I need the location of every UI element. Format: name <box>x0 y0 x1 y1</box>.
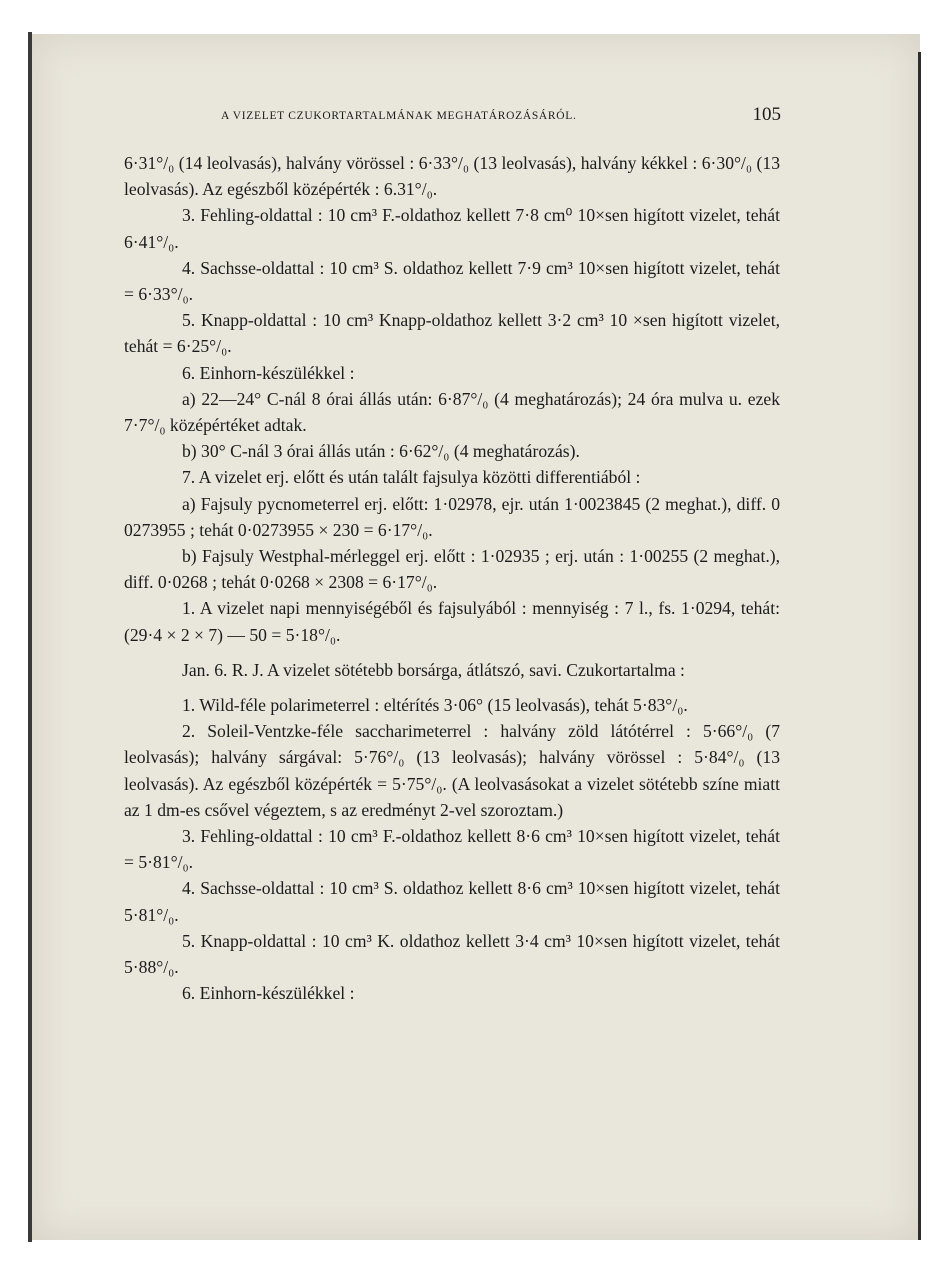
paragraph-einhorn-b: b) 30° C-nál 3 órai állás után : 6·62°/₀ (4 meghatározás). <box>182 441 580 462</box>
paragraph-knapp-2: 5. Knapp-oldattal : 10 cm³ K. oldathoz kellett 3·4 cm³ 10×sen higított vizelet, tehát 5·88°/₀. <box>124 930 780 978</box>
paragraph-soleil-ventzke: 2. Soleil-Ventzke-féle saccharimeterrel : halvány zöld látótérrel : 5·66°/₀ (7 leolvasás); halvány sárgával: 5·76°/₀ (13 leolvasás); halvány vörössel : 5·84°/₀ (13 leolvasás). Az egészből középérték = 5·75°/₀. (A leolvasásokat a vizelet sötétebb színe miatt az 1 dm-es csővel végeztem, s az eredményt 2-vel szoroztam.) <box>124 721 780 820</box>
paragraph-fajsuly: 7. A vizelet erj. előtt és után talált fajsulya közötti differentiából : <box>182 467 641 488</box>
paragraph-fehling-2: 3. Fehling-oldattal : 10 cm³ F.-oldathoz kellett 8·6 cm³ 10×sen higított vizelet, tehát = 5·81°/₀. <box>124 826 780 873</box>
paragraph-wild-polarimeter: 1. Wild-féle polarimeterrel : eltérítés 3·06° (15 leolvasás), tehát 5·83°/₀. <box>182 695 688 716</box>
scan-border-right <box>918 52 921 1240</box>
paragraph-westphal: b) Fajsuly Westphal-mérleggel erj. előtt : 1·02935 ; erj. után : 1·00255 (2 meghat.), diff. 0·0268 ; tehát 0·0268 × 2308 = 6·17°/₀. <box>124 546 780 593</box>
paragraph-einhorn-2: 6. Einhorn-készülékkel : <box>182 983 355 1004</box>
running-head-title: A VIZELET CZUKORTARTALMÁNAK MEGHATÁROZÁSÁRÓL. <box>221 110 577 122</box>
paragraph-einhorn-a: a) 22—24° C-nál 8 órai állás után: 6·87°/₀ (4 meghatározás); 24 óra mulva u. ezek 7·7°/₀ középértéket adtak. <box>124 388 780 436</box>
paragraph-knapp: 5. Knapp-oldattal : 10 cm³ Knapp-oldathoz kellett 3·2 cm³ 10 ×sen higított vizelet, tehát = 6·25°/₀. <box>124 310 780 357</box>
body-text <box>124 150 780 1007</box>
paragraph-continuation: 6·31°/₀ (14 leolvasás), halvány vörössel : 6·33°/₀ (13 leolvasás), halvány kékkel : 6·30°/₀ (13 leolvasás). Az egészből középérték : 6.31°/₀. <box>124 153 780 200</box>
running-header <box>221 104 781 128</box>
paragraph-sachsse-2: 4. Sachsse-oldattal : 10 cm³ S. oldathoz kellett 8·6 cm³ 10×sen higított vizelet, tehát 5·81°/₀. <box>124 878 780 925</box>
paragraph-pycnometer: a) Fajsuly pycnometerrel erj. előtt: 1·02978, ejr. után 1·0023845 (2 meghat.), diff. 0 0273955 ; tehát 0·0273955 × 230 = 6·17°/₀. <box>124 493 780 540</box>
paragraph-fehling: 3. Fehling-oldattal : 10 cm³ F.-oldathoz kellett 7·8 cm⁰ 10×sen higított vizelet, tehát 6·41°/₀. <box>124 205 780 252</box>
paragraph-sachsse: 4. Sachsse-oldattal : 10 cm³ S. oldathoz kellett 7·9 cm³ 10×sen higított vizelet, tehát = 6·33°/₀. <box>124 257 780 305</box>
paragraph-jan-6: Jan. 6. R. J. A vizelet sötétebb borsárga, átlátszó, savi. Czukortartalma : <box>182 659 685 680</box>
paragraph-napi-mennyiseg: 1. A vizelet napi mennyiségéből és fajsulyából : mennyiség : 7 l., fs. 1·0294, tehát: (29·4 × 2 × 7) — 50 = 5·18°/₀. <box>124 598 780 645</box>
paragraph-einhorn: 6. Einhorn-készülékkel : <box>182 362 355 383</box>
page-number: 105 <box>752 104 781 125</box>
